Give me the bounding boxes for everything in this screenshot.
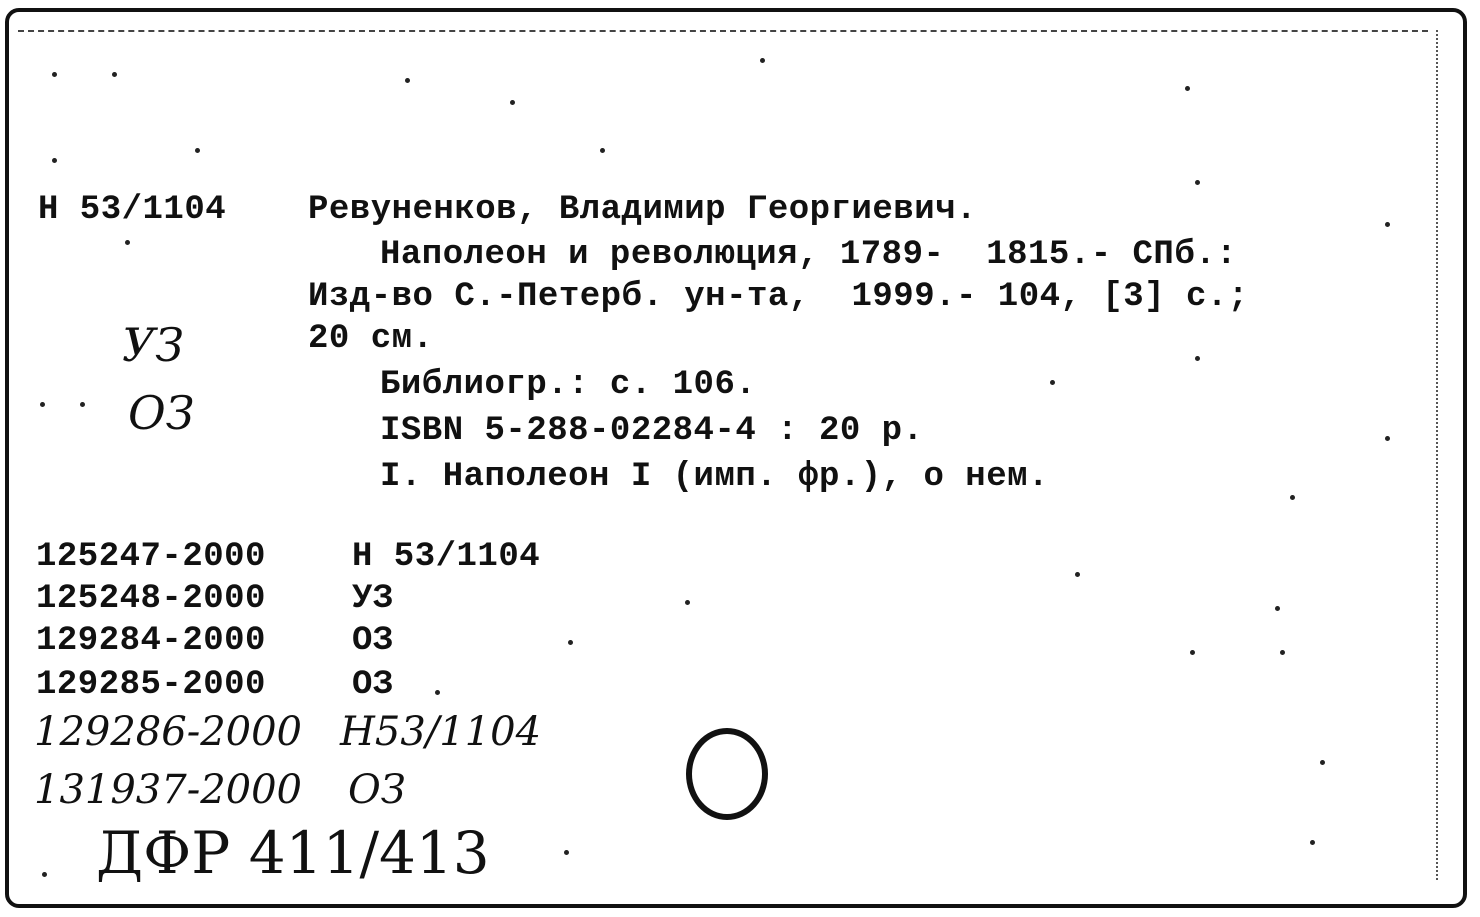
inventory-number: 125247-2000 xyxy=(36,538,266,576)
scan-speck xyxy=(1050,380,1055,385)
handwritten-number: 131937-2000 xyxy=(34,767,303,813)
margin-note-oz: ОЗ xyxy=(128,386,195,440)
scan-speck xyxy=(1195,180,1200,185)
bibliography: Библиогр.: с. 106. xyxy=(380,366,757,404)
subject-heading: I. Наполеон I (имп. фр.), о нем. xyxy=(380,458,1049,496)
shelfmark: Н 53/1104 xyxy=(38,191,227,229)
scan-speck xyxy=(195,148,200,153)
scan-speck xyxy=(40,402,45,407)
card-right-edge xyxy=(1436,30,1438,880)
inventory-number: 129285-2000 xyxy=(36,666,266,704)
scan-speck xyxy=(1280,650,1285,655)
handwritten-location: ОЗ xyxy=(348,767,406,813)
scan-speck xyxy=(42,872,47,877)
scan-speck xyxy=(1195,356,1200,361)
scan-speck xyxy=(1385,436,1390,441)
scan-speck xyxy=(52,72,57,77)
scan-speck xyxy=(435,690,440,695)
scan-speck xyxy=(568,640,573,645)
inventory-location: ОЗ xyxy=(352,666,394,704)
size-line: 20 см. xyxy=(308,320,434,358)
scan-speck xyxy=(760,58,765,63)
scan-speck xyxy=(600,148,605,153)
handwritten-location: Н53/1104 xyxy=(340,709,542,755)
scan-speck xyxy=(1075,572,1080,577)
title-line: Наполеон и революция, 1789- 1815.- СПб.: xyxy=(380,236,1238,274)
circle-stamp xyxy=(686,728,768,820)
card-top-edge xyxy=(18,30,1428,32)
scan-speck xyxy=(52,158,57,163)
scan-speck xyxy=(1320,760,1325,765)
scan-speck xyxy=(1185,86,1190,91)
scan-speck xyxy=(685,600,690,605)
scan-speck xyxy=(1275,606,1280,611)
scan-speck xyxy=(125,240,130,245)
isbn: ISBN 5-288-02284-4 : 20 р. xyxy=(380,412,924,450)
publisher-line: Изд-во С.-Петерб. ун-та, 1999.- 104, [3] с.; xyxy=(308,278,1249,316)
scan-speck xyxy=(1385,222,1390,227)
scan-speck xyxy=(1190,650,1195,655)
handwritten-number: 129286-2000 xyxy=(34,709,303,755)
scan-speck xyxy=(80,402,85,407)
scan-speck xyxy=(112,72,117,77)
scan-speck xyxy=(1310,840,1315,845)
author: Ревуненков, Владимир Георгиевич. xyxy=(308,191,977,229)
margin-note-uz: УЗ xyxy=(122,318,184,372)
scan-speck xyxy=(1290,495,1295,500)
inventory-location: Н 53/1104 xyxy=(352,538,541,576)
scan-speck xyxy=(405,78,410,83)
inventory-number: 129284-2000 xyxy=(36,622,266,660)
scan-speck xyxy=(564,850,569,855)
inventory-location: УЗ xyxy=(352,580,394,618)
inventory-location: ОЗ xyxy=(352,622,394,660)
handwritten-footer: ДФР 411/413 xyxy=(96,819,490,887)
scan-speck xyxy=(510,100,515,105)
inventory-number: 125248-2000 xyxy=(36,580,266,618)
